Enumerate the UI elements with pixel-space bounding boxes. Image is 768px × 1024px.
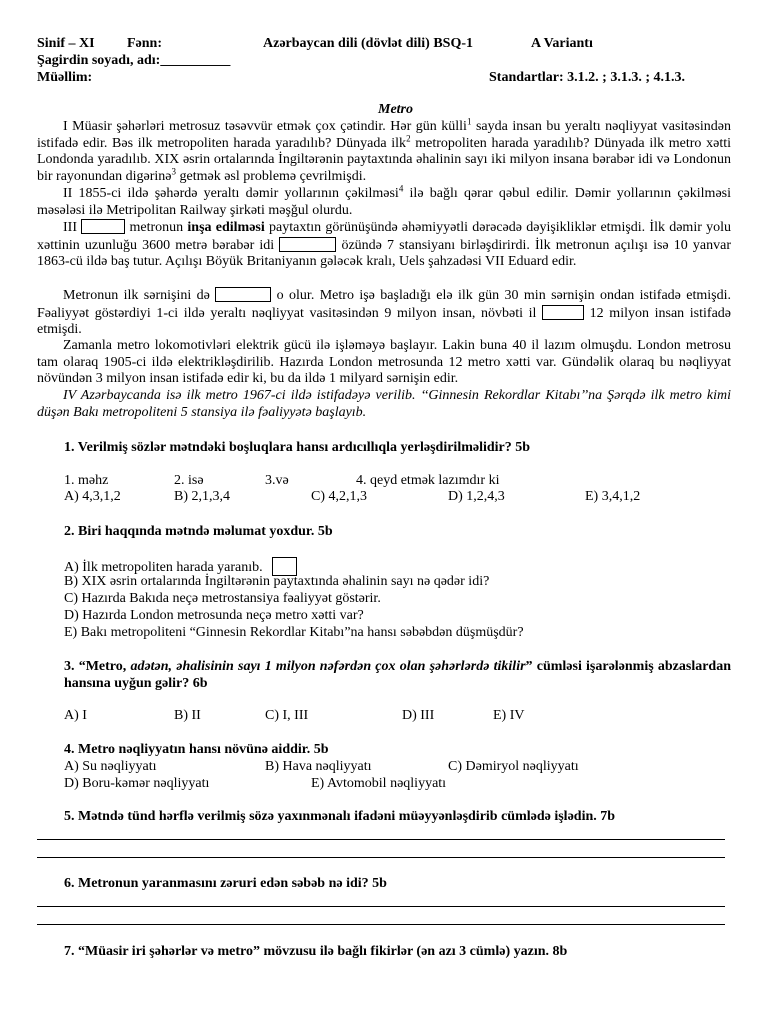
word-item: 4. qeyd etmək lazımdır ki: [356, 473, 500, 488]
paragraph-5: Zamanla metro lokomotivləri elektrik gücü ilə işləməyə başlayır. Lakin buna 40 il lazım olmuşdu. London metrosu tam olaraq 1905-ci ildə elektrikləşdirilib. Hazırda London metrosunda 12 metro xətti var. Gündəlik olaraq bu nəqliyyat növündən 3 milyon insan istifadə edir ki, bu da ildə 1 milyard sərnişin edir.: [37, 338, 731, 387]
question-3: 3. “Metro, adətən, əhalisinin sayı 1 milyon nəfərdən çox olan şəhərlərdə tikilir” cümləsi işarələnmiş abzaslardan hansına uyğun gəlir? 6b: [64, 659, 731, 691]
answer-option[interactable]: B) XIX əsrin ortalarında İngiltərənin paytaxtında əhalinin sayı nə qədər idi?: [64, 574, 490, 589]
blank-box[interactable]: [542, 305, 584, 320]
answer-option[interactable]: A) İlk metropoliten harada yaranıb.: [64, 557, 297, 576]
student-name-field[interactable]: Şagirdin soyadı, adı:__________: [37, 53, 231, 68]
answer-option[interactable]: D) Hazırda London metrosunda neçə metro xətti var?: [64, 608, 364, 623]
answer-line[interactable]: [37, 906, 725, 907]
word-item: 3.və: [265, 473, 289, 488]
answer-option[interactable]: D) 1,2,4,3: [448, 489, 505, 504]
question-7: 7. “Müasir iri şəhərlər və metro” mövzusu ilə bağlı fikirlər (ən azı 3 cümlə) yazın. 8b: [64, 944, 568, 959]
word-item: 1. məhz: [64, 473, 109, 488]
paragraph-3: III metronun inşa edilməsi paytaxtın görünüşündə əhəmiyyətli dərəcədə dəyişikliklər etmişdi. İlk dəmir yolu xəttinin uzunluğu 3600 metrə bərabər idi özündə 7 stansiyanı birləşdirirdi. İlk metronun açılışı isə 10 yanvar 1863-cü ildə baş tutur. Açılışı Böyük Britaniyanın gələcək kralı, Uels şahzadəsi VII Eduard edir.: [37, 220, 732, 270]
answer-option[interactable]: C) Dəmiryol nəqliyyatı: [448, 759, 579, 774]
bold-keyword: inşa edilməsi: [187, 220, 265, 235]
answer-option[interactable]: E) 3,4,1,2: [585, 489, 641, 504]
answer-option[interactable]: E) Avtomobil nəqliyyatı: [311, 776, 447, 791]
word-item: 2. isə: [174, 473, 204, 488]
question-4: 4. Metro nəqliyyatın hansı növünə aiddir. 5b: [64, 742, 329, 757]
answer-option[interactable]: D) Boru-kəmər nəqliyyatı: [64, 776, 210, 791]
standards-label: Standartlar: 3.1.2. ; 3.1.3. ; 4.1.3.: [489, 70, 685, 85]
paragraph-4: Metronun ilk sərnişini də o olur. Metro işə başladığı elə ilk gün 30 min sərnişin ondan istifadə etmişdi. Fəaliyyət göstərdiyi 1-ci ildə yeraltı nəqliyyat vasitəsindən 9 milyon insan, növbəti il 12 milyon insan istifadə etmişdi.: [37, 288, 731, 338]
paragraph-1: I Müasir şəhərləri metrosuz təsəvvür etmək çox çətindir. Hər gün külli$^1$ sayda insan bu yeraltı nəqliyyat vasitəsindən istifadə edir. Bəs ilk metropoliten harada yaradılıb? Dünyada ilk$^2$ metropoliten harada yaradılıb? Dünyada ilk metro xətti Londonda yaradılıb. XIX əsrin ortalarında İngiltərənin paytaxtında əhalinin sayı iki milyon insana bərabər idi və Londonun bir rayonundan digərinə$^3$ getmək əsl problemə çevrilmişdi.: [37, 116, 731, 185]
question-2: 2. Biri haqqında mətndə məlumat yoxdur. 5b: [64, 524, 333, 539]
answer-option[interactable]: E) Bakı metropoliteni “Ginnesin Rekordlar Kitabı”na hansı səbəbdən düşmüşdür?: [64, 625, 524, 640]
grade-label: Sinif – XI: [37, 36, 95, 51]
subject-name: Azərbaycan dili (dövlət dili) BSQ-1: [263, 36, 473, 51]
answer-option[interactable]: B) Hava nəqliyyatı: [265, 759, 372, 774]
blank-box[interactable]: [279, 237, 336, 252]
paragraph-6: IV Azərbaycanda isə ilk metro 1967-ci ildə istifadəyə verilib. ‘‘Ginnesin Rekordlar Kitabı’’na Şərqdə ilk metro kimi düşən Bakı metropoliteni 5 stansiya ilə fəaliyyətə başlayıb.: [37, 388, 731, 420]
answer-option[interactable]: C) I, III: [265, 708, 309, 723]
answer-option[interactable]: C) 4,2,1,3: [311, 489, 367, 504]
answer-line[interactable]: [37, 924, 725, 925]
text-title: Metro: [378, 102, 413, 117]
answer-option[interactable]: A) I: [64, 708, 87, 723]
answer-option[interactable]: C) Hazırda Bakıda neçə metrostansiya fəaliyyət göstərir.: [64, 591, 381, 606]
paragraph-2: II 1855-ci ildə şəhərdə yeraltı dəmir yollarının çəkilməsi$^4$ ilə bağlı qərar qəbul edilir. Dəmir yollarının çəkilməsi məsələsi ilə Metripolitan Railway şirkəti məşğul olurdu.: [37, 183, 731, 218]
answer-option[interactable]: D) III: [402, 708, 435, 723]
answer-option[interactable]: A) Su nəqliyyatı: [64, 759, 157, 774]
answer-option[interactable]: B) 2,1,3,4: [174, 489, 230, 504]
answer-option[interactable]: B) II: [174, 708, 201, 723]
subject-label: Fənn:: [127, 36, 162, 51]
answer-option[interactable]: E) IV: [493, 708, 525, 723]
variant-label: A Variantı: [531, 36, 593, 51]
question-5: 5. Mətndə tünd hərflə verilmiş sözə yaxınmənalı ifadəni müəyyənləşdirib cümlədə işlədin. 7b: [64, 809, 616, 824]
teacher-label: Müəllim:: [37, 70, 93, 85]
answer-option[interactable]: A) 4,3,1,2: [64, 489, 121, 504]
blank-box[interactable]: [215, 287, 271, 302]
blank-box[interactable]: [81, 219, 125, 234]
answer-line[interactable]: [37, 839, 725, 840]
answer-line[interactable]: [37, 857, 725, 858]
question-1: 1. Verilmiş sözlər mətndəki boşluqlara hansı ardıcıllıqla yerləşdirilməlidir? 5b: [64, 440, 531, 455]
question-6: 6. Metronun yaranmasını zəruri edən səbəb nə idi? 5b: [64, 876, 387, 891]
